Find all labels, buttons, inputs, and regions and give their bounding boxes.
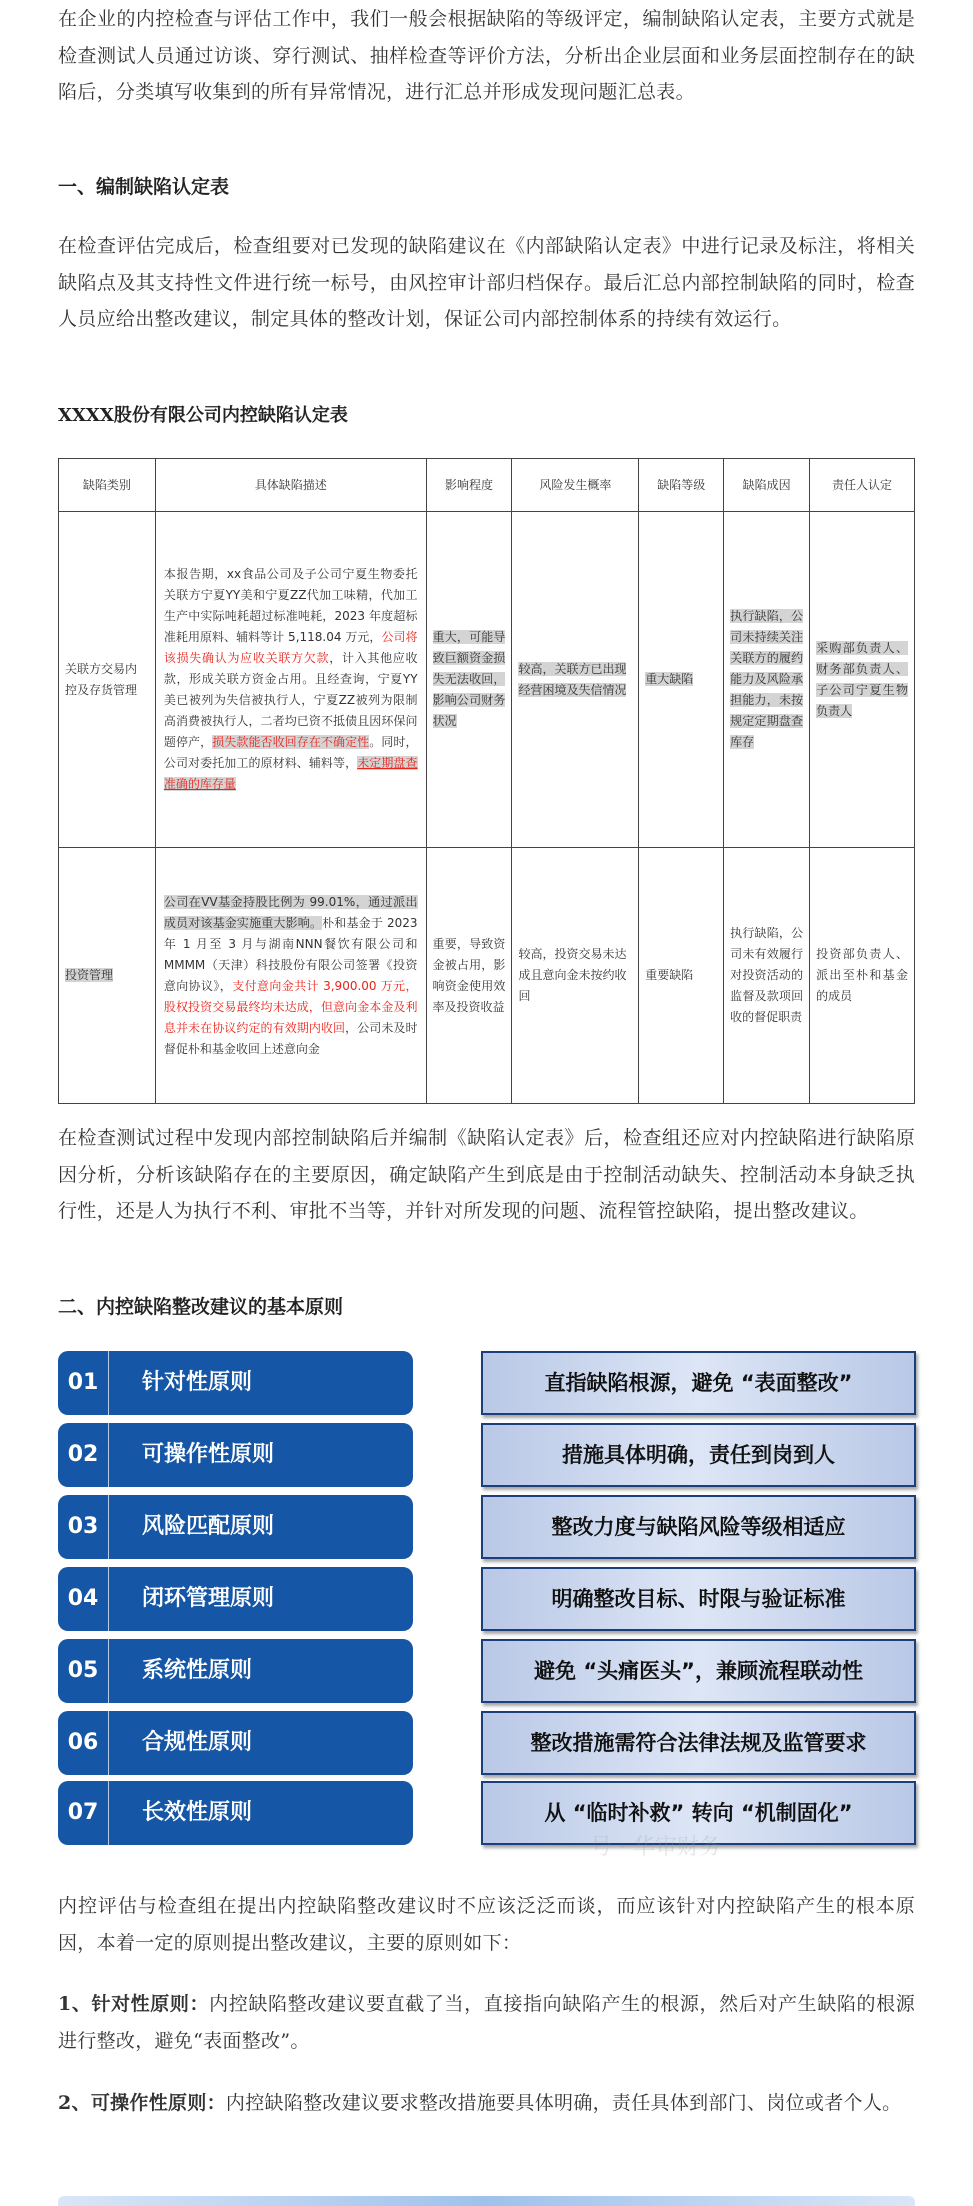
th-cause: 缺陷成因 <box>724 459 810 512</box>
principle-desc-box: 从 “临时补救” 转向 “机制固化” <box>481 1781 916 1845</box>
th-description: 具体缺陷描述 <box>155 459 426 512</box>
section1-heading: 一、编制缺陷认定表 <box>58 176 230 198</box>
th-probability: 风险发生概率 <box>512 459 639 512</box>
row1-probability: 较高，关联方已出现经营困境及失信情况 <box>512 512 639 848</box>
principle-desc-box: 直指缺陷根源，避免 “表面整改” <box>481 1351 916 1415</box>
row2-cause: 执行缺陷，公司未有效履行对投资活动的监督及款项回收的督促职责 <box>724 848 810 1104</box>
after-table-paragraph: 在检查测试过程中发现内部控制缺陷后并编制《缺陷认定表》后，检查组还应对内控缺陷进行缺陷原因分析，分析该缺陷存在的主要原因，确定缺陷产生到底是由于控制活动缺失、控制活动本身缺乏执行性，还是人为执行不利、审批不当等，并针对所发现的问题、流程管控缺陷，提出整改建议。 <box>58 1127 915 1222</box>
row2-level: 重要缺陷 <box>639 848 724 1104</box>
principle-2-paragraph: 2、可操作性原则：内控缺陷整改建议要求整改措施要具体明确，责任具体到部门、岗位或者个人。 <box>58 2092 902 2114</box>
row2-impact: 重要，导致资金被占用，影响资金使用效率及投资收益 <box>426 848 512 1104</box>
row1-cause: 执行缺陷，公司未持续关注关联方的履约能力及风险承担能力，未按规定定期盘查库存 <box>724 512 810 848</box>
principle-desc-box: 明确整改目标、时限与验证标准 <box>481 1567 916 1631</box>
intro-paragraph: 在企业的内控检查与评估工作中，我们一般会根据缺陷的等级评定，编制缺陷认定表，主要方式就是检查测试人员通过访谈、穿行测试、抽样检查等评价方法，分析出企业层面和业务层面控制存在的缺陷后，分类填写收集到的所有异常情况，进行汇总并形成发现问题汇总表。 <box>58 8 915 103</box>
principles-graphic <box>58 1345 915 1850</box>
principle-desc-box: 措施具体明确，责任到岗到人 <box>481 1423 916 1487</box>
th-category: 缺陷类别 <box>59 459 156 512</box>
row2-description: 公司在VV基金持股比例为 99.01%，通过派出成员对该基金实施重大影响。朴和基金于 2023 年 1 月至 3 月与湖南NNN餐饮有限公司和MMMM（天津）科技股份有限公司签署《投资意向协议》，支付意向金共计 3,900.00 万元，股权投资交易最终均未达成，但意向金本金及利息并未在协议约定的有效期内收回，公司未及时督促朴和基金收回上述意向金 <box>155 848 426 1104</box>
principle-pill: 07 长效性原则 <box>58 1781 413 1845</box>
principle-pill: 02 可操作性原则 <box>58 1423 413 1487</box>
row1-description: 本报告期，xx食品公司及子公司宁夏生物委托关联方宁夏YY美和宁夏ZZ代加工味精，代加工生产中实际吨耗超过标准吨耗，2023 年度超标准耗用原料、辅料等计 5,118.04 万元，公司将该损失确认为应收关联方欠款，计入其他应收款，形成关联方资金占用。且经查询，宁夏YY美已被列为失信被执行人，宁夏ZZ被列为限制高消费被执行人，二者均已资不抵债且因环保问题停产，损失款能否收回存在不确定性。同时，公司对委托加工的原材料、辅料等，未定期盘查准确的库存量 <box>155 512 426 848</box>
row2-category: 投资管理 <box>59 848 156 1104</box>
section2-paragraph: 内控评估与检查组在提出内控缺陷整改建议时不应该泛泛而谈，而应该针对内控缺陷产生的根本原因，本着一定的原则提出整改建议，主要的原则如下： <box>58 1895 915 1954</box>
principle-desc-box: 避免 “头痛医头”，兼顾流程联动性 <box>481 1639 916 1703</box>
principle-pill: 04 闭环管理原则 <box>58 1567 413 1631</box>
table-row <box>59 848 915 1104</box>
row2-responsible: 投资部负责人、派出至朴和基金的成员 <box>810 848 915 1104</box>
th-impact: 影响程度 <box>426 459 512 512</box>
principle-pill: 03 风险匹配原则 <box>58 1495 413 1559</box>
principle-pill: 06 合规性原则 <box>58 1711 413 1775</box>
row1-responsible: 采购部负责人、财务部负责人、子公司宁夏生物负责人 <box>810 512 915 848</box>
section1-paragraph: 在检查评估完成后，检查组要对已发现的缺陷建议在《内部缺陷认定表》中进行记录及标注，将相关缺陷点及其支持性文件进行统一标号，由风控审计部归档保存。最后汇总内部控制缺陷的同时，检查人员应给出整改建议，制定具体的整改计划，保证公司内部控制体系的持续有效运行。 <box>58 235 915 330</box>
th-responsible: 责任人认定 <box>810 459 915 512</box>
principle-pill: 05 系统性原则 <box>58 1639 413 1703</box>
table-row <box>59 512 915 848</box>
row1-category: 关联方交易内控及存货管理 <box>59 512 156 848</box>
table-title: XXXX股份有限公司内控缺陷认定表 <box>58 405 348 426</box>
principle-1-paragraph: 1、针对性原则：内控缺陷整改建议要直截了当，直接指向缺陷产生的根源，然后对产生缺陷的根源进行整改，避免“表面整改”。 <box>58 1993 915 2052</box>
row1-level: 重大缺陷 <box>639 512 724 848</box>
row1-impact: 重大，可能导致巨额资金损失无法收回，影响公司财务状况 <box>426 512 512 848</box>
watermark: 号 · 华审财务 <box>590 1835 721 1860</box>
section2-heading: 二、内控缺陷整改建议的基本原则 <box>58 1296 344 1318</box>
th-level: 缺陷等级 <box>639 459 724 512</box>
principle-desc-box: 整改力度与缺陷风险等级相适应 <box>481 1495 916 1559</box>
principle-desc-box: 整改措施需符合法律法规及监管要求 <box>481 1711 916 1775</box>
principle-pill: 01 针对性原则 <box>58 1351 413 1415</box>
table-header-row <box>59 459 915 512</box>
defect-table <box>58 458 915 1104</box>
next-image-edge <box>58 2196 915 2206</box>
row2-probability: 较高，投资交易未达成且意向金未按约收回 <box>512 848 639 1104</box>
